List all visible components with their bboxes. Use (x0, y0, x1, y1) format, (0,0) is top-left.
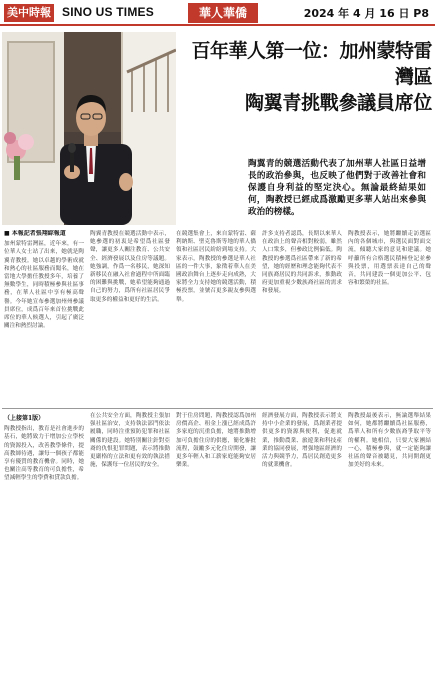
byline: ■ 本報記者張翔綜報道 (4, 230, 66, 237)
body-paragraph: 對于住房問題，陶教授認爲加州房價高企、租金上漲已經成爲許多家庭的沉重負擔，她將推動增加可負擔住房的供應，簡化審批流程，鼓勵多元化住房開發，讓更多年輕人和工薪家庭能夠安居樂業。 (176, 413, 256, 469)
body-paragraph: 陶翼青教授在競選活動中表示，她參選的初衷是希望爲社區發聲，讓更多人關注教育、公共安全、經濟發展以及住房等議題。她強調，作爲一名移民，她深知新移民在融入社會過程中所面臨的困難與挑戰，她希望能夠通過自己的努力，爲所有社區居民爭取更多的權益和更好的生活。 (90, 231, 170, 303)
body-paragraph: 許多支持者認爲，長期以來華人在政治上的聲音相對較弱，雖然人口衆多，但參政比例偏低。陶教授的參選爲社區帶來了新的希望，她的經歷和理念能夠代表不同族裔居民的共同訴求，推動政府更加重視少數族裔社區的需求和發展。 (262, 231, 342, 295)
body-column-6 (4, 412, 84, 698)
body-paragraph: 陶教授最後表示，無論選舉結果如何，她都將繼續爲社區服務，爲華人和所有少數族裔爭取平等的權利。她相信，只要大家團結一心，積極參與，就一定能夠讓社區的聲音被聽見，共同開創更加美好的未來。 (348, 413, 431, 469)
body-column-3 (176, 230, 256, 406)
headline-line-1: 百年華人第一位：加州蒙特雷灣區 (191, 40, 432, 88)
masthead (0, 0, 435, 26)
body-column-8 (176, 412, 256, 698)
section-tag: 華人華僑 (188, 3, 258, 23)
body-column-1 (4, 230, 84, 406)
lede-paragraph: 陶翼青的競選活動代表了加州華人社區日益增長的政治參與，也反映了他們對于改善社會和保護自身利益的堅定決心。無論最終結果如何，陶教授已經成爲激勵更多華人站出來參與政治的榜樣。 (248, 159, 426, 217)
body-paragraph: 在競選集會上，來自蒙特雷、薩利納斯、聖克魯斯等地的華人僑領和社區居民紛紛到場支持。大家表示，陶教授的參選是華人社區的一件大事，象徵着華人在美國政治舞台上逐步走向成熟，大家將全力支持她的競選活動，積極投票，並號召更多親友參與選舉。 (176, 231, 256, 303)
body-paragraph: 加州蒙特雷灣區，近年來，有一位華人女士站了出來，她就是陶翼青教授。她以卓越的學術成就和熱心的社區服務而聞名，她在當地大學擔任教授多年，培養了無數學生，同時積極參與社區事務，在華人社區中享有極高聲譽。今年她宣布參選加州州參議員席位，成爲百年來首位挑戰此席位的華人候選人，引起了廣泛關注和熱烈討論。 (4, 241, 84, 330)
continued-label: （上接第1版） (4, 415, 45, 422)
section-divider (2, 408, 433, 409)
body-paragraph: 陶教授表示，她將繼續走訪選區內的各個城市，與選民面對面交流，傾聽大家的意見和建議。她呼籲所有合格選民積極登記並參與投票，用選票表達自己的聲音，共同建設一個更加公平、包容和繁榮的社區。 (348, 231, 431, 287)
body-column-7 (90, 412, 170, 698)
body-paragraph: 在公共安全方面，陶教授主張加强社區治安，支持執法部門依法履職，同時注重預防犯罪和社區關係的建設。她特別關注針對亞裔的仇恨犯罪問題，表示將推動更嚴格的立法和更有效的執法措施，保護每一位居民的安全。 (90, 413, 170, 469)
paper-logo: 美中時報 (4, 4, 54, 22)
body-paragraph: 經濟發展方面，陶教授表示將支持中小企業的發展，爲創業者提供更多的資源與便利，促進就業，推動農業、旅遊業和科技產業的協同發展，增强地區經濟的活力與競爭力，爲居民創造更多的就業機會。 (262, 413, 342, 469)
publication-date: 2024 年 4 月 16 日 P8 (303, 7, 429, 20)
body-column-5 (348, 230, 431, 406)
paper-name: SINO US TIMES (62, 5, 154, 19)
body-column-10 (348, 412, 431, 698)
body-column-2 (90, 230, 170, 406)
article-body (0, 230, 435, 700)
feature-block (0, 30, 435, 227)
body-paragraph: 陶教授指出，教育是社會進步的基石，她將致力于增加公立學校的資源投入，改善教學條件，提高教師待遇，讓每一個孩子都能享有優質的教育機會。同時，她也關注高等教育的可負擔性，希望減輕學生的學費和貸款負擔。 (4, 426, 84, 482)
body-column-9 (262, 412, 342, 698)
body-column-4 (262, 230, 342, 406)
speaker-photo (2, 32, 176, 225)
headline (180, 38, 432, 116)
headline-line-2: 陶翼青挑戰參議員席位 (244, 92, 432, 114)
